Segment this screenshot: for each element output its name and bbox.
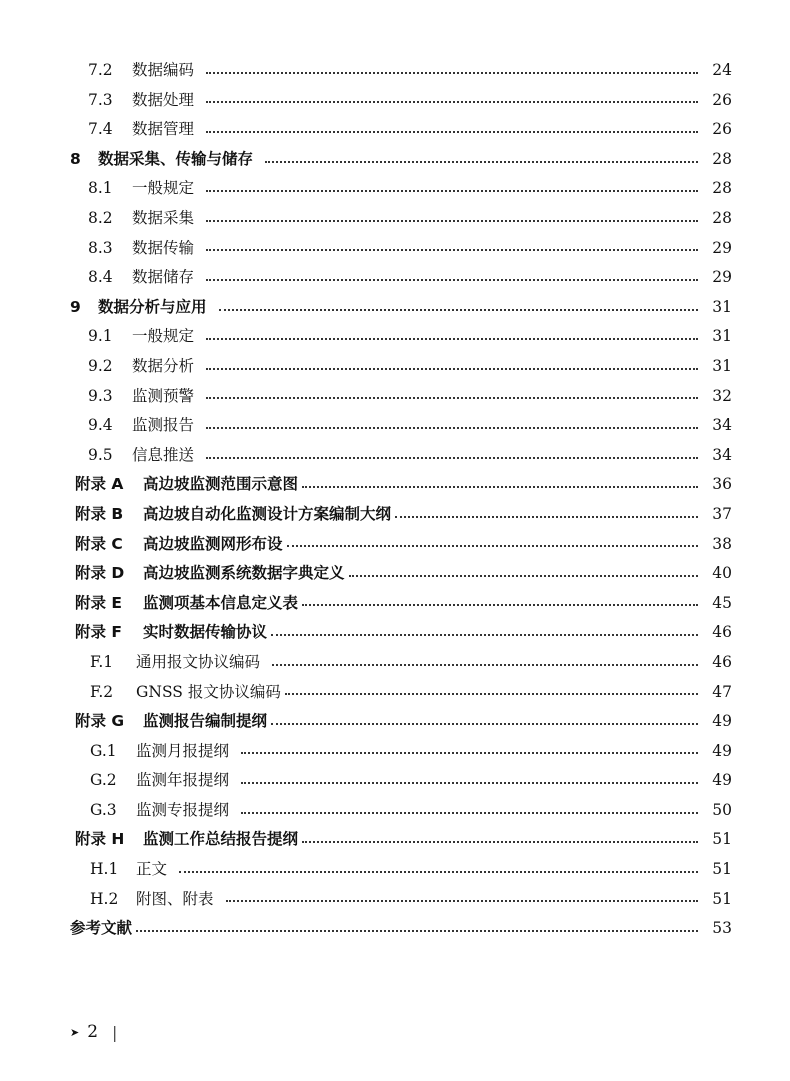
toc-entry-number: G.1 (90, 741, 117, 760)
toc-entry-label (0, 682, 281, 701)
toc-entry-label (0, 386, 195, 405)
dot-leader (206, 427, 698, 429)
dot-leader (302, 486, 698, 488)
toc-entry-number: H.1 (90, 860, 119, 879)
toc-entry[interactable] (0, 796, 790, 826)
toc-entry-title: 数据分析与应用 (98, 297, 207, 316)
toc-entry-label (0, 297, 207, 316)
toc-entry-number: 附录 H (75, 830, 125, 849)
toc-entry-page: 26 (712, 120, 732, 139)
toc-entry-page: 49 (712, 771, 732, 790)
toc-entry-page: 29 (712, 268, 732, 287)
toc-entry-label (0, 625, 267, 641)
toc-entry[interactable] (0, 56, 790, 86)
toc-entry-label (0, 832, 298, 848)
toc-entry-title: 数据传输 (132, 238, 195, 257)
toc-entry[interactable] (0, 855, 790, 885)
toc-entry-page: 49 (712, 741, 732, 760)
toc-entry-title: 一般规定 (132, 179, 195, 198)
toc-entry[interactable] (0, 470, 790, 500)
dot-leader (219, 309, 698, 311)
toc-entry-title: 监测工作总结报告提纲 (143, 830, 299, 849)
toc-entry-page: 29 (712, 238, 732, 257)
toc-entry[interactable] (0, 707, 790, 737)
toc-entry-title: 监测专报提纲 (136, 800, 230, 819)
dot-leader (287, 545, 698, 547)
toc-entry-page: 31 (712, 297, 732, 316)
dot-leader (206, 368, 698, 370)
toc-entry-label (0, 477, 298, 493)
toc-entry-page: 36 (712, 475, 732, 494)
toc-entry[interactable] (0, 411, 790, 441)
toc-entry-page: 46 (712, 652, 732, 671)
toc-entry-label (0, 90, 195, 109)
dot-leader (206, 220, 698, 222)
toc-entry-number: 8 (70, 149, 81, 168)
toc-entry-label (0, 149, 254, 168)
toc-entry-page: 24 (712, 61, 732, 80)
toc-entry-number: 附录 E (75, 593, 122, 612)
toc-entry-title: 数据采集、传输与储存 (98, 149, 254, 168)
toc-entry[interactable] (0, 914, 790, 944)
toc-entry[interactable] (0, 885, 790, 915)
toc-entry-number: 附录 A (75, 475, 124, 494)
dot-leader (226, 900, 698, 902)
dot-leader (395, 516, 698, 518)
dot-leader (241, 812, 698, 814)
dot-leader (271, 723, 698, 725)
toc-entry[interactable] (0, 352, 790, 382)
toc-entry-label (0, 445, 195, 464)
toc-entry-number: 9.5 (88, 445, 113, 464)
toc-entry-label (0, 418, 194, 434)
toc-entry-number: 8.4 (88, 268, 113, 287)
toc-entry-label (0, 921, 132, 937)
toc-entry-label (0, 211, 194, 227)
toc-entry-number: 附录 D (75, 564, 125, 583)
dot-leader (206, 131, 698, 133)
toc-entry-page: 49 (712, 712, 732, 731)
footer-separator: | (112, 1022, 118, 1042)
toc-entry-label (0, 122, 194, 138)
toc-entry-number: 9.4 (88, 416, 113, 435)
toc-entry-title: 数据编码 (132, 61, 195, 80)
toc-entry-title: 监测报告 (132, 416, 195, 435)
dot-leader (179, 871, 698, 873)
dot-leader (206, 279, 698, 281)
toc-entry-label (0, 504, 392, 523)
dot-leader (206, 72, 698, 74)
toc-entry[interactable] (0, 293, 790, 323)
toc-entry-label (0, 862, 167, 878)
dot-leader (349, 575, 698, 577)
toc-entry[interactable] (0, 766, 790, 796)
toc-entry-title: 高边坡监测系统数据字典定义 (143, 564, 345, 583)
toc-entry-page: 28 (712, 209, 732, 228)
toc-entry-number: 7.3 (88, 90, 113, 109)
toc-entry-title: 实时数据传输协议 (143, 623, 268, 642)
toc-entry-title: 监测报告编制提纲 (143, 712, 268, 731)
toc-entry[interactable] (0, 648, 790, 678)
toc-entry-label (0, 270, 194, 286)
dot-leader (241, 782, 698, 784)
toc-entry-page: 51 (712, 889, 732, 908)
toc-entry-page: 46 (712, 623, 732, 642)
table-of-contents (0, 56, 790, 944)
toc-entry-page: 28 (712, 149, 732, 168)
toc-entry-page: 51 (712, 830, 732, 849)
toc-entry-page: 45 (712, 593, 732, 612)
page-number: 2 (87, 1022, 99, 1042)
dot-leader (285, 693, 698, 695)
toc-entry[interactable] (0, 204, 790, 234)
toc-entry-page: 32 (712, 386, 732, 405)
toc-entry-label (0, 593, 299, 612)
toc-entry-number: 9 (70, 297, 81, 316)
dot-leader (206, 397, 698, 399)
toc-entry-title: 数据采集 (132, 209, 195, 228)
toc-entry-page: 34 (712, 416, 732, 435)
toc-entry-number: 9.2 (88, 356, 113, 375)
toc-entry-page: 37 (712, 504, 732, 523)
toc-entry-label (0, 714, 267, 730)
toc-entry-title: 参考文献 (70, 919, 133, 938)
toc-entry-title: 高边坡自动化监测设计方案编制大纲 (143, 504, 392, 523)
toc-entry-page: 50 (712, 800, 732, 819)
toc-entry[interactable] (0, 115, 790, 145)
toc-entry[interactable] (0, 263, 790, 293)
toc-entry-label (0, 566, 345, 582)
toc-entry-title: 数据处理 (132, 90, 195, 109)
toc-entry[interactable] (0, 737, 790, 767)
toc-entry-label (0, 238, 195, 257)
toc-entry-label (0, 534, 283, 553)
arrow-icon: ➤ (70, 1025, 80, 1039)
toc-entry-title: 一般规定 (132, 327, 195, 346)
dot-leader (206, 457, 698, 459)
toc-entry[interactable] (0, 618, 790, 648)
toc-entry[interactable] (0, 382, 790, 412)
toc-entry-label (0, 741, 230, 760)
toc-entry-title: 监测项基本信息定义表 (143, 593, 299, 612)
toc-entry-label (0, 356, 195, 375)
toc-entry[interactable] (0, 530, 790, 560)
dot-leader (271, 634, 698, 636)
toc-entry-number: 8.2 (88, 209, 113, 228)
dot-leader (136, 930, 698, 932)
toc-entry-label (0, 63, 194, 79)
toc-entry-number: 9.3 (88, 386, 113, 405)
toc-entry-number: F.2 (90, 682, 114, 701)
dot-leader (241, 752, 698, 754)
toc-entry-page: 53 (712, 919, 732, 938)
toc-entry-title: 正文 (136, 860, 168, 879)
toc-entry-title: 监测月报提纲 (136, 741, 230, 760)
toc-entry-number: 附录 C (75, 534, 123, 553)
toc-entry-number: 7.4 (88, 120, 113, 139)
toc-entry[interactable] (0, 559, 790, 589)
toc-entry-title: 高边坡监测范围示意图 (143, 475, 299, 494)
toc-entry[interactable] (0, 174, 790, 204)
page-footer (70, 1022, 117, 1042)
toc-entry-number: 7.2 (88, 61, 113, 80)
toc-entry[interactable] (0, 441, 790, 471)
toc-entry-title: 数据储存 (132, 268, 195, 287)
toc-entry-page: 47 (712, 682, 732, 701)
toc-entry[interactable] (0, 677, 790, 707)
toc-entry[interactable] (0, 86, 790, 116)
dot-leader (206, 101, 698, 103)
toc-entry-title: GNSS 报文协议编码 (136, 682, 281, 701)
dot-leader (206, 190, 698, 192)
toc-entry-number: F.1 (90, 652, 114, 671)
toc-entry-title: 附图、附表 (136, 889, 214, 908)
toc-entry-title: 通用报文协议编码 (136, 652, 261, 671)
dot-leader (206, 338, 698, 340)
toc-entry-title: 信息推送 (132, 445, 195, 464)
toc-entry-label (0, 889, 214, 908)
toc-entry[interactable] (0, 825, 790, 855)
toc-entry-number: G.2 (90, 771, 117, 790)
toc-entry[interactable] (0, 322, 790, 352)
toc-entry-title: 数据分析 (132, 356, 195, 375)
toc-entry-number: G.3 (90, 800, 117, 819)
toc-entry-title: 监测年报提纲 (136, 771, 230, 790)
toc-entry-number: 8.3 (88, 238, 113, 257)
toc-entry[interactable] (0, 234, 790, 264)
toc-entry-title: 监测预警 (132, 386, 195, 405)
toc-entry-label (0, 652, 261, 671)
dot-leader (265, 161, 698, 163)
toc-entry-label (0, 329, 194, 345)
toc-entry-number: 附录 G (75, 712, 125, 731)
toc-entry-number: H.2 (90, 889, 119, 908)
toc-entry[interactable] (0, 145, 790, 175)
toc-entry-page: 38 (712, 534, 732, 553)
toc-entry-number: 附录 B (75, 504, 124, 523)
toc-entry-page: 51 (712, 860, 732, 879)
toc-entry[interactable] (0, 500, 790, 530)
toc-entry-page: 34 (712, 445, 732, 464)
toc-entry-title: 数据管理 (132, 120, 195, 139)
toc-entry[interactable] (0, 589, 790, 619)
toc-entry-title: 高边坡监测网形布设 (143, 534, 283, 553)
toc-entry-number: 8.1 (88, 179, 113, 198)
dot-leader (206, 249, 698, 251)
toc-entry-page: 28 (712, 179, 732, 198)
dot-leader (302, 604, 698, 606)
toc-entry-label (0, 181, 194, 197)
toc-entry-label (0, 800, 230, 819)
dot-leader (272, 664, 698, 666)
toc-entry-number: 9.1 (88, 327, 113, 346)
toc-entry-page: 31 (712, 356, 732, 375)
toc-entry-number: 附录 F (75, 623, 122, 642)
toc-entry-page: 40 (712, 564, 732, 583)
toc-entry-page: 26 (712, 90, 732, 109)
toc-entry-label (0, 773, 229, 789)
toc-entry-page: 31 (712, 327, 732, 346)
dot-leader (302, 841, 698, 843)
